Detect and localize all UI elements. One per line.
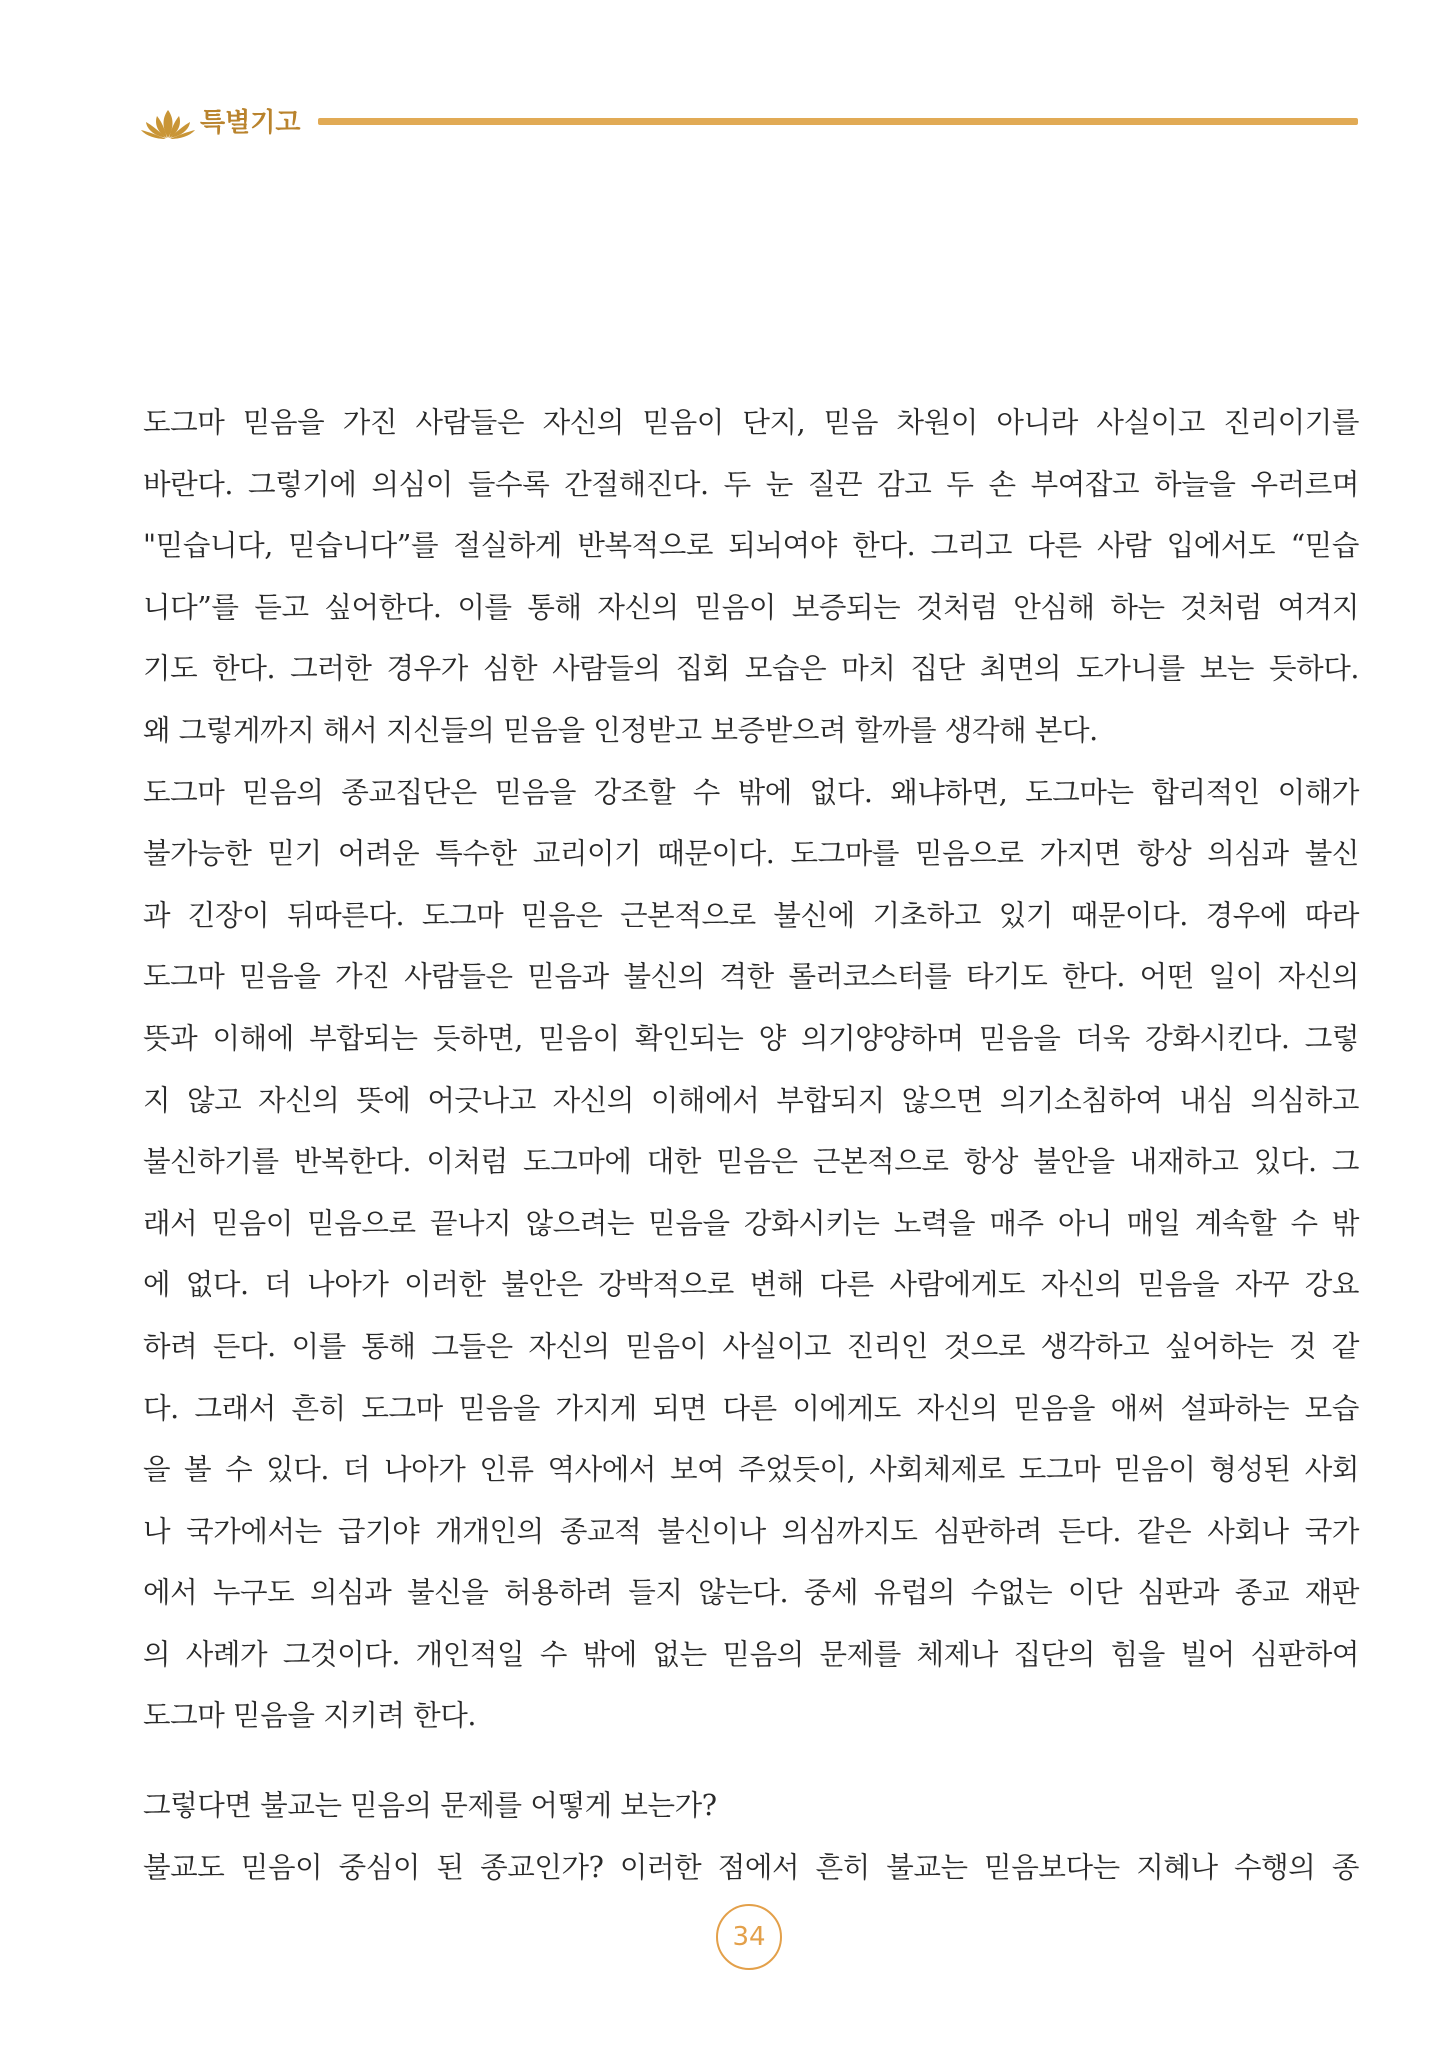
- lotus-icon: [140, 108, 196, 140]
- text-line: 나 국가에서는 급기야 개개인의 종교적 불신이나 의심까지도 심판하려 든다. 같은 사회나 국가: [143, 1514, 1359, 1548]
- text-line: 바란다. 그렇기에 의심이 들수록 간절해진다. 두 눈 질끈 감고 두 손 부여잡고 하늘을 우러르며: [143, 467, 1359, 501]
- page-number: 34: [716, 1904, 782, 1970]
- text-line: 왜 그렇게까지 해서 지신들의 믿음을 인정받고 보증받으려 할까를 생각해 본다.: [143, 713, 1098, 747]
- text-line: 불신하기를 반복한다. 이처럼 도그마에 대한 믿음은 근본적으로 항상 불안을 내재하고 있다. 그: [143, 1145, 1359, 1179]
- section-label: 특별기고: [200, 108, 301, 138]
- text-line: 을 볼 수 있다. 더 나아가 인류 역사에서 보여 주었듯이, 사회체제로 도그마 믿음이 형성된 사회: [143, 1453, 1359, 1487]
- article-body: [143, 403, 1359, 1909]
- paragraph-gap: [143, 1758, 1359, 1786]
- text-line: 다. 그래서 흔히 도그마 믿음을 가지게 되면 다른 이에게도 자신의 믿음을 애써 설파하는 모습: [143, 1391, 1359, 1425]
- paragraph-3: [143, 1786, 1359, 1888]
- text-line: 래서 믿음이 믿음으로 끝나지 않으려는 믿음을 강화시키는 노력을 매주 아니 매일 계속할 수 밖: [143, 1206, 1359, 1240]
- text-line: 지 않고 자신의 뜻에 어긋나고 자신의 이해에서 부합되지 않으면 의기소침하여 내심 의심하고: [143, 1083, 1359, 1117]
- text-line: 도그마 믿음의 종교집단은 믿음을 강조할 수 밖에 없다. 왜냐하면, 도그마는 합리적인 이해가: [143, 775, 1359, 809]
- header-rule: [318, 118, 1358, 125]
- text-line: 뜻과 이해에 부합되는 듯하면, 믿음이 확인되는 양 의기양양하며 믿음을 더욱 강화시킨다. 그렇: [143, 1021, 1359, 1055]
- text-line: 불교도 믿음이 중심이 된 종교인가? 이러한 점에서 흔히 불교는 믿음보다는 지혜나 수행의 종: [143, 1850, 1359, 1884]
- text-line: 에 없다. 더 나아가 이러한 불안은 강박적으로 변해 다른 사람에게도 자신의 믿음을 자꾸 강요: [143, 1268, 1359, 1302]
- text-line: 그렇다면 불교는 믿음의 문제를 어떻게 보는가?: [143, 1789, 717, 1823]
- text-line: 니다”를 듣고 싶어한다. 이를 통해 자신의 믿음이 보증되는 것처럼 안심해 하는 것처럼 여겨지: [143, 590, 1359, 624]
- paragraph-1: [143, 403, 1359, 751]
- text-line: 도그마 믿음을 가진 사람들은 믿음과 불신의 격한 롤러코스터를 타기도 한다. 어떤 일이 자신의: [143, 960, 1359, 994]
- text-line: 과 긴장이 뒤따른다. 도그마 믿음은 근본적으로 불신에 기초하고 있기 때문이다. 경우에 따라: [143, 898, 1359, 932]
- text-line: 의 사례가 그것이다. 개인적일 수 밖에 없는 믿음의 문제를 체제나 집단의 힘을 빌어 심판하여: [143, 1637, 1359, 1671]
- text-line: 기도 한다. 그러한 경우가 심한 사람들의 집회 모습은 마치 집단 최면의 도가니를 보는 듯하다.: [143, 652, 1359, 686]
- text-line: 하려 든다. 이를 통해 그들은 자신의 믿음이 사실이고 진리인 것으로 생각하고 싶어하는 것 같: [143, 1329, 1359, 1363]
- page-header: [140, 104, 1358, 144]
- text-line: "믿습니다, 믿습니다”를 절실하게 반복적으로 되뇌여야 한다. 그리고 다른 사람 입에서도 “믿습: [143, 529, 1359, 563]
- text-line: 도그마 믿음을 지키려 한다.: [143, 1699, 477, 1733]
- paragraph-2: [143, 773, 1359, 1737]
- text-line: 불가능한 믿기 어려운 특수한 교리이기 때문이다. 도그마를 믿음으로 가지면 항상 의심과 불신: [143, 837, 1359, 871]
- text-line: 도그마 믿음을 가진 사람들은 자신의 믿음이 단지, 믿음 차원이 아니라 사실이고 진리이기를: [143, 406, 1359, 439]
- text-line: 에서 누구도 의심과 불신을 허용하려 들지 않는다. 중세 유럽의 수없는 이단 심판과 종교 재판: [143, 1576, 1359, 1610]
